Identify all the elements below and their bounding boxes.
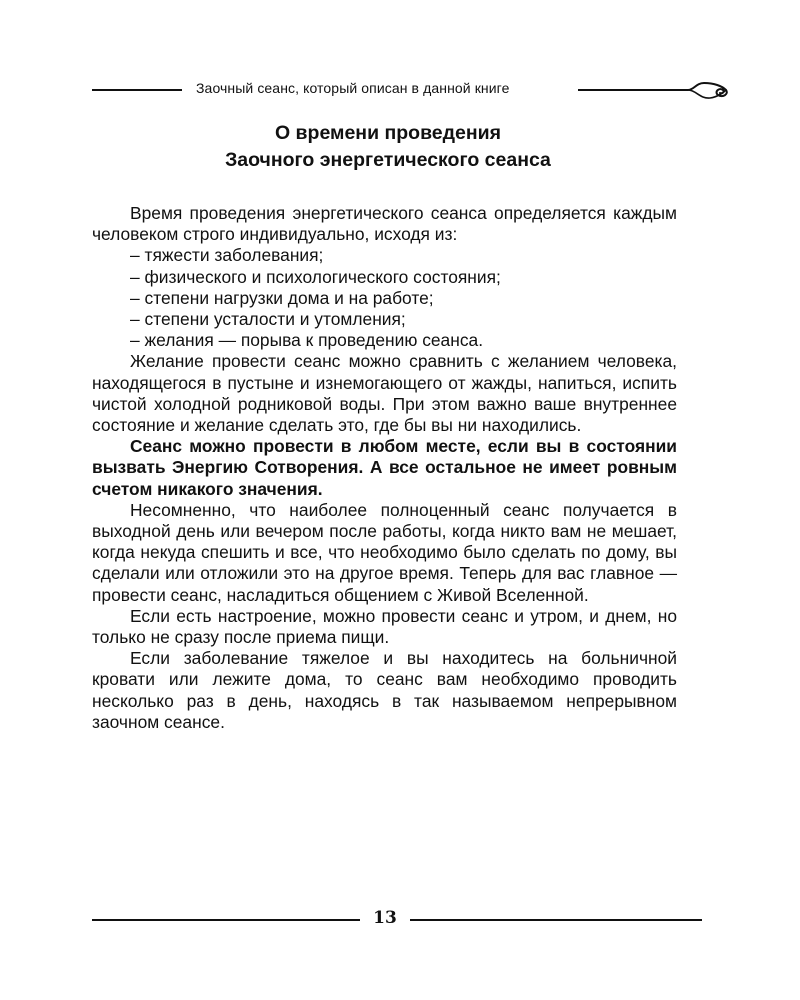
running-title: Заочный сеанс, который описан в данной книге (196, 80, 510, 96)
header-rule-right (578, 89, 682, 91)
running-header (92, 78, 732, 102)
body-text (92, 203, 677, 733)
list-item: – степени нагрузки дома и на работе; (130, 287, 434, 308)
paragraph: Несомненно, что наиболее полноценный сеанс получается в выходной день или вечером после работы, когда никто вам не мешает, когда некуда спешить и все, что необходимо было сделать по дому, вы сделали или отложили это на другое время. Теперь для вас главное — провести сеанс, насладиться общением с Живой Вселенной. (92, 499, 677, 605)
paragraph: Если есть настроение, можно провести сеанс и утром, и днем, но только не сразу после приема пищи. (92, 605, 677, 648)
footer-rule-left (92, 919, 360, 921)
list-item: – степени усталости и утомления; (130, 309, 406, 330)
paragraph: Если заболевание тяжелое и вы находитесь на больничной кровати или лежите дома, то сеанс вам необходимо проводить несколько раз в день, находясь в так называемом непрерывном заочном сеансе. (92, 648, 677, 732)
list-item: – тяжести заболевания; (130, 245, 324, 266)
paragraph: Желание провести сеанс можно сравнить с желанием человека, находящегося в пустыне и изнемогающего от жажды, напиться, испить чистой холодной родниковой воды. При этом важно ваше внутреннее состояние и желание сделать это, где бы вы ни находились. (92, 351, 677, 436)
header-rule-left (92, 89, 182, 91)
bold-paragraph: Сеанс можно провести в любом месте, если вы в состоянии вызвать Энергию Сотворения. А все остальное не имеет ровным счетом никакого значения. (92, 436, 677, 499)
list-item: – физического и психологического состояния; (130, 266, 501, 287)
intro-paragraph: Время проведения энергетического сеанса определяется каждым человеком строго индивидуально, исходя из: (92, 203, 677, 245)
section-title-line-1: О времени проведения (274, 122, 502, 144)
section-title (92, 120, 684, 174)
page-footer (92, 907, 702, 931)
swirl-ornament-icon (680, 78, 734, 102)
list-item: – желания — порыва к проведению сеанса. (130, 330, 484, 351)
page-number: 13 (373, 908, 397, 928)
section-title-line-2: Заочного энергетического сеанса (225, 149, 551, 171)
factors-list (92, 245, 677, 351)
footer-rule-right (410, 919, 702, 921)
